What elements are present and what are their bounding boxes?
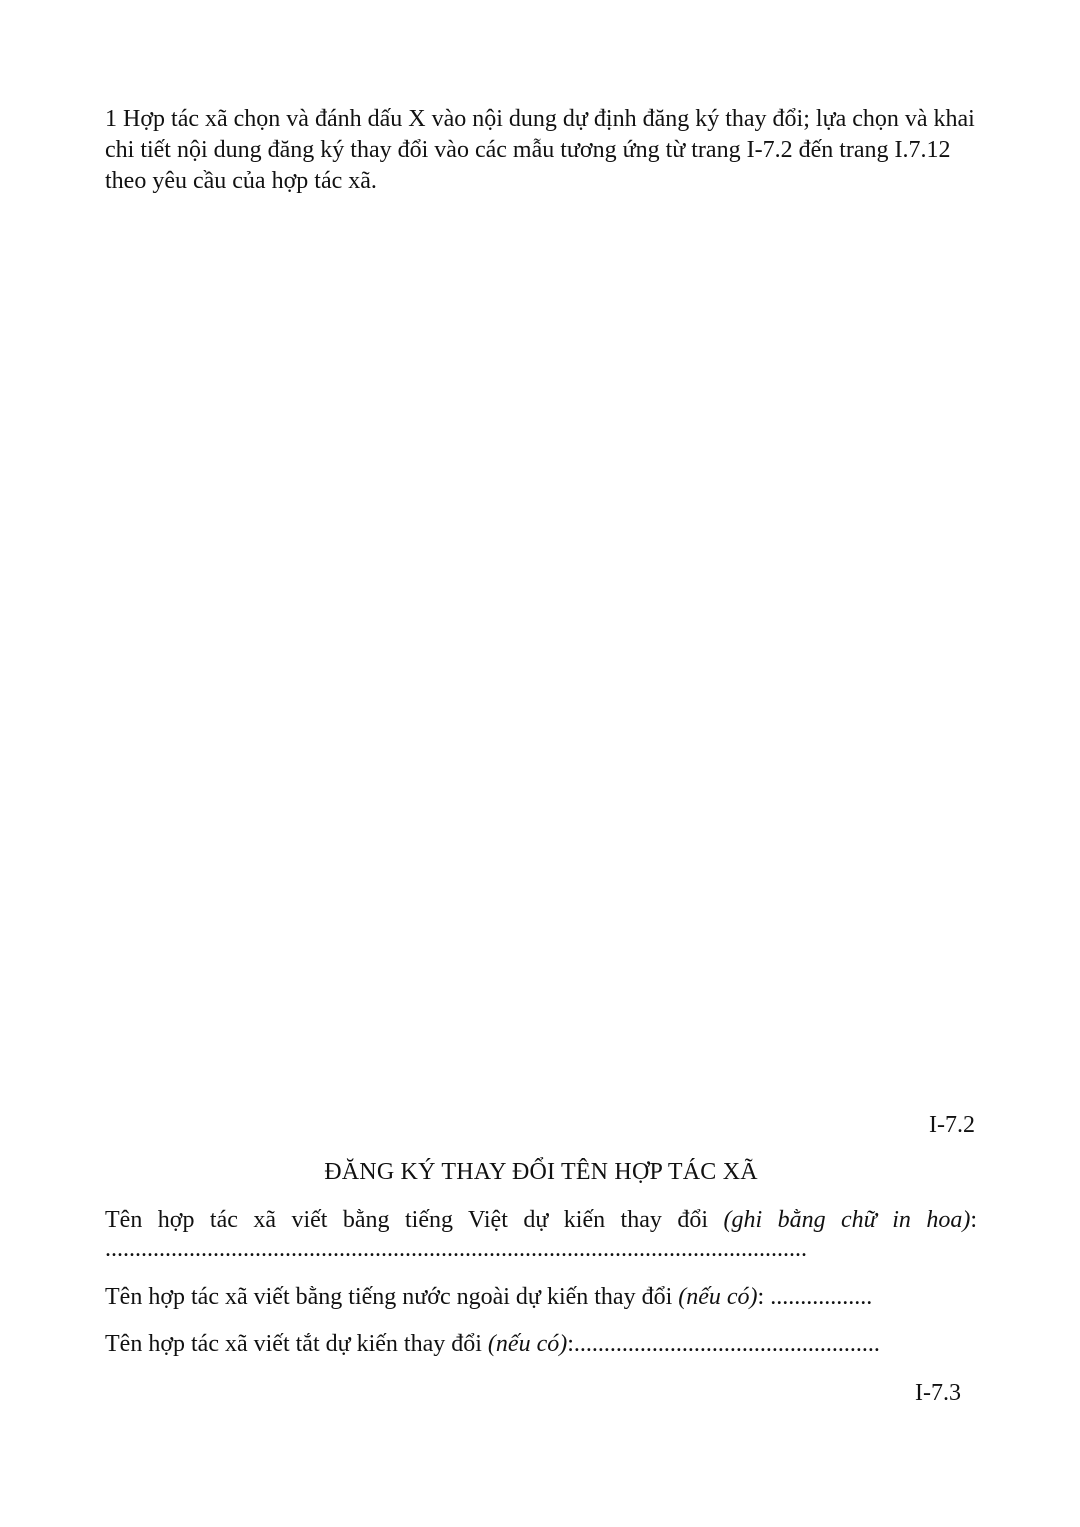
field-vietnamese-name [105, 1206, 977, 1264]
field-hint: (nếu có) [487, 1331, 568, 1357]
form-title: ĐĂNG KÝ THAY ĐỔI TÊN HỢP TÁC XÃ [324, 1159, 758, 1185]
field-label: Tên hợp tác xã viết bằng tiếng nước ngoài dự kiến thay đổi [105, 1284, 673, 1310]
field-abbreviated-name [105, 1330, 977, 1359]
field-fill-dots: ..................................................................................................................... [105, 1236, 807, 1262]
field-separator: : [757, 1284, 765, 1310]
field-fill-dots: ................................................... [573, 1331, 880, 1357]
field-label: Tên hợp tác xã viết bằng tiếng Việt dự kiến thay đổi [105, 1207, 708, 1233]
form-code-i-7-2: I-7.2 [929, 1112, 975, 1138]
field-separator: : [970, 1207, 977, 1233]
field-hint: (ghi bằng chữ in hoa) [723, 1207, 971, 1233]
field-hint: (nếu có) [678, 1284, 758, 1310]
field-separator: : [567, 1331, 574, 1357]
field-label: Tên hợp tác xã viết tắt dự kiến thay đổi [105, 1331, 482, 1357]
form-code-i-7-3: I-7.3 [915, 1380, 961, 1406]
field-fill-dots: ................. [764, 1284, 873, 1310]
field-foreign-name [105, 1283, 977, 1312]
footnote-text: 1 Hợp tác xã chọn và đánh dấu X vào nội dung dự định đăng ký thay đổi; lựa chọn và khai chi tiết nội dung đăng ký thay đổi vào các mẫu tương ứng từ trang I-7.2 đến trang I.7.12 theo yêu cầu của hợp tác xã. [105, 106, 975, 194]
